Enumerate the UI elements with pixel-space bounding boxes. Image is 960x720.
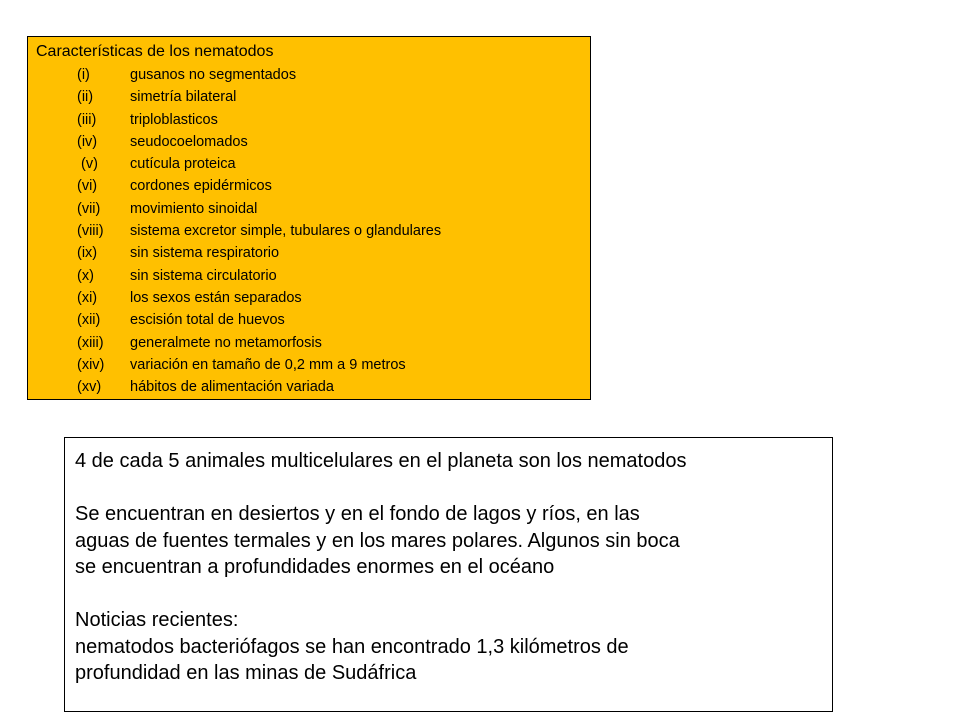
item-text: sin sistema respiratorio — [130, 245, 280, 262]
list-item — [36, 86, 590, 108]
item-text: sistema excretor simple, tubulares o glandulares — [130, 223, 442, 240]
list-item — [36, 265, 590, 287]
item-number: (vi) — [77, 178, 98, 195]
item-text: sin sistema circulatorio — [130, 267, 277, 284]
item-text: movimiento sinoidal — [130, 200, 258, 217]
item-text: variación en tamaño de 0,2 mm a 9 metros — [130, 356, 406, 373]
list-item — [36, 242, 590, 264]
item-text: escisión total de huevos — [130, 312, 285, 329]
list-item — [36, 354, 590, 376]
list-item — [36, 309, 590, 331]
news-line-1: nematodos bacteriófagos se han encontrado 1,3 kilómetros de — [75, 635, 629, 658]
list-item — [36, 198, 590, 220]
news-line-2: profundidad en las minas de Sudáfrica — [75, 662, 417, 684]
list-item — [36, 153, 590, 175]
item-number: (vii) — [77, 200, 101, 217]
item-text: cutícula proteica — [130, 156, 236, 173]
list-item — [36, 175, 590, 197]
item-text: cordones epidérmicos — [130, 178, 272, 195]
item-number: (xi) — [77, 289, 98, 306]
item-text: gusanos no segmentados — [130, 67, 297, 83]
item-number: (v) — [81, 156, 98, 173]
item-number: (xiii) — [77, 334, 104, 351]
list-item — [36, 109, 590, 131]
item-number: (ii) — [77, 89, 94, 106]
news-heading: Noticias recientes: — [75, 609, 239, 631]
item-number: (iii) — [77, 111, 97, 128]
characteristics-list — [36, 64, 590, 398]
statistic-text: 4 de cada 5 animales multicelulares en el planeta son los nematodos — [75, 450, 687, 472]
item-text: triploblasticos — [130, 111, 218, 128]
list-item — [36, 131, 590, 153]
list-item — [36, 287, 590, 309]
list-item — [36, 64, 590, 86]
item-text: hábitos de alimentación variada — [130, 379, 334, 396]
habitat-line-1: Se encuentran en desiertos y en el fondo de lagos y ríos, en las — [75, 503, 640, 525]
item-text: simetría bilateral — [130, 89, 237, 106]
list-item — [36, 220, 590, 242]
list-item — [36, 376, 590, 398]
paragraph-gap — [75, 475, 822, 502]
item-number: (viii) — [77, 223, 104, 240]
characteristics-title: Características de los nematodos — [36, 43, 274, 60]
item-text: seudocoelomados — [130, 133, 248, 150]
item-number: (xii) — [77, 312, 101, 329]
item-number: (xv) — [77, 379, 102, 396]
item-number: (iv) — [77, 133, 98, 150]
list-item — [36, 332, 590, 354]
item-text: generalmete no metamorfosis — [130, 334, 322, 351]
item-number: (x) — [77, 267, 94, 284]
item-number: (i) — [77, 67, 90, 83]
info-panel — [64, 437, 833, 712]
habitat-line-3: se encuentran a profundidades enormes en el océano — [75, 556, 555, 578]
item-number: (xiv) — [77, 356, 105, 373]
item-text: los sexos están separados — [130, 289, 302, 306]
characteristics-panel — [27, 36, 591, 400]
habitat-line-2: aguas de fuentes termales y en los mares polares. Algunos sin boca — [75, 529, 680, 552]
paragraph-gap — [75, 581, 822, 608]
item-number: (ix) — [77, 245, 98, 262]
